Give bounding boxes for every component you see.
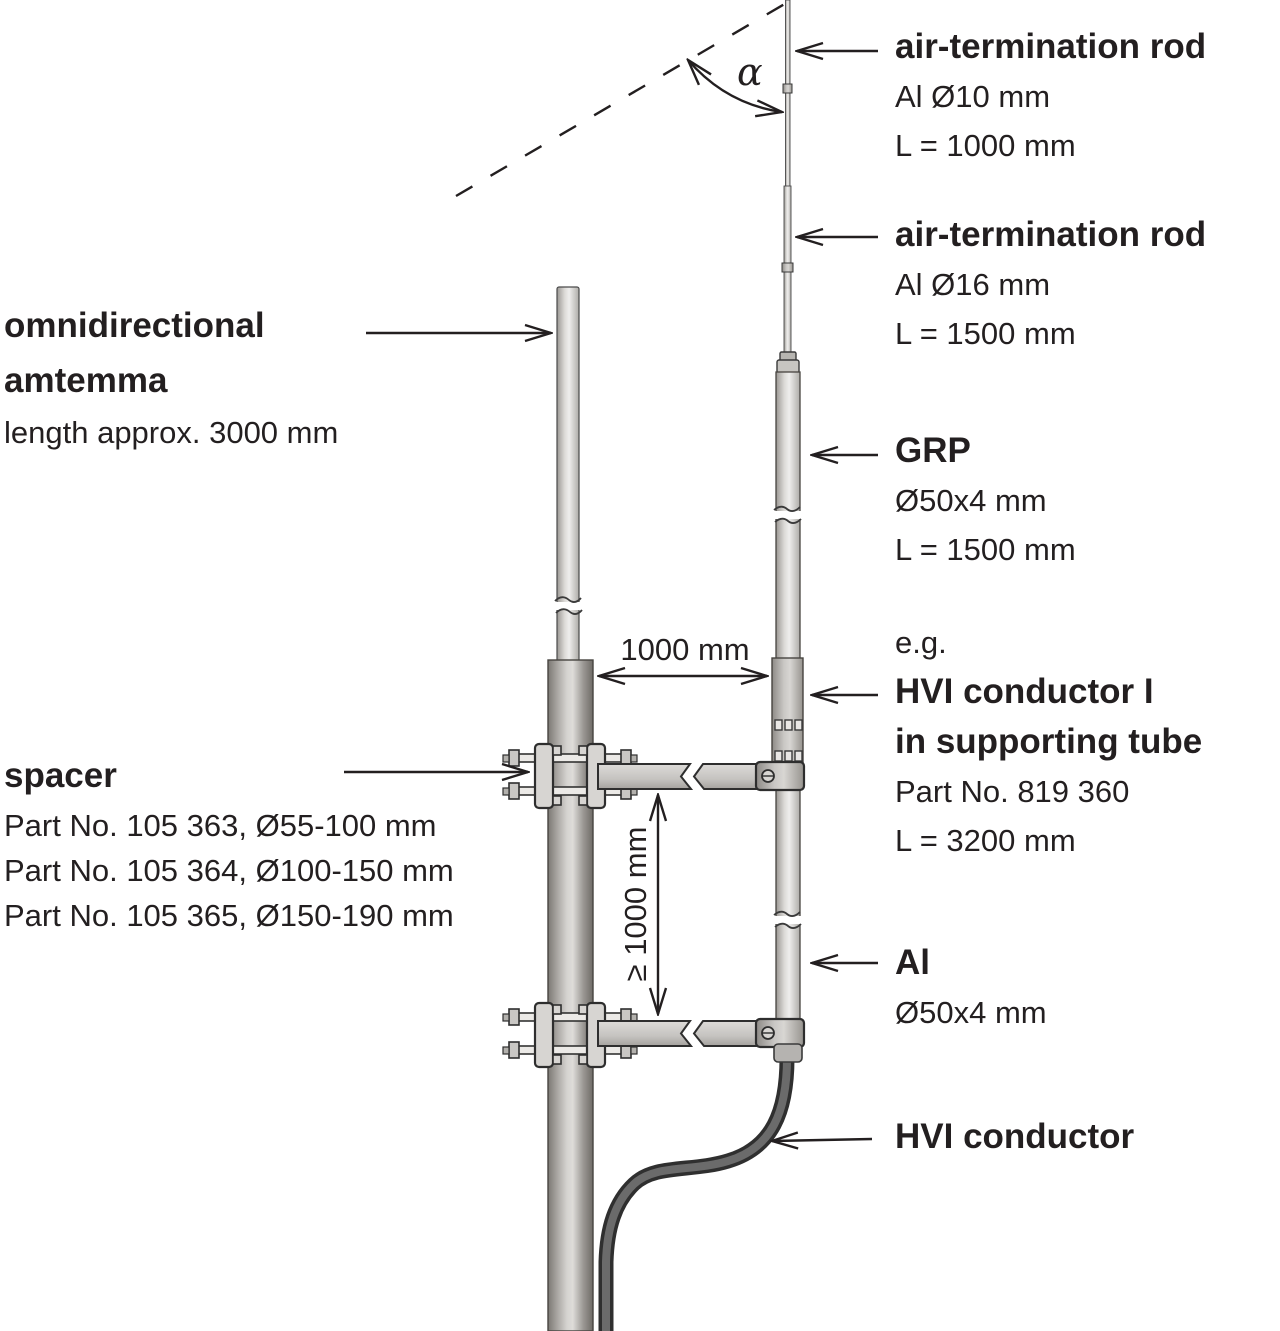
spacer-part2: Part No. 105 364, Ø100-150 mm <box>4 853 454 888</box>
label-block-al <box>895 938 1047 1037</box>
grp-title: GRP <box>895 431 971 470</box>
hvi-tube-title1: HVI conductor I <box>895 672 1154 711</box>
label-block-hvi-tube <box>895 618 1202 865</box>
hvi-tube-spec1: Part No. 819 360 <box>895 774 1130 809</box>
antenna-title1: omnidirectional <box>4 306 265 345</box>
spacer-title: spacer <box>4 756 117 795</box>
hvi-tube-title2: in supporting tube <box>895 722 1203 761</box>
al-spec1: Ø50x4 mm <box>895 995 1047 1030</box>
label-block-antenna <box>4 298 338 457</box>
leader-hvi-conductor <box>772 1139 872 1141</box>
hvi-conductor-cable <box>606 1058 787 1331</box>
support-tube-assembly <box>772 0 803 1050</box>
rod2-title: air-termination rod <box>895 215 1207 254</box>
label-block-rod1 <box>895 22 1206 170</box>
air-termination-rod-10mm <box>786 0 791 188</box>
alpha-angle-label: α <box>737 50 763 94</box>
al-tube <box>776 770 800 1050</box>
rod1-spec1: Al Ø10 mm <box>895 79 1051 114</box>
rod-adapter-cap <box>777 352 799 373</box>
grp-spec2: L = 1500 mm <box>895 532 1076 567</box>
spacer-part1: Part No. 105 363, Ø55-100 mm <box>4 808 437 843</box>
grp-spec1: Ø50x4 mm <box>895 483 1047 518</box>
label-block-hvi-conductor <box>895 1112 1134 1162</box>
tube-bottom-cap <box>774 1044 802 1062</box>
antenna-title2: amtemma <box>4 361 168 400</box>
spacer-arm-lower <box>598 1019 804 1047</box>
hvi-tube-spec2: L = 3200 mm <box>895 823 1076 858</box>
label-block-rod2 <box>895 210 1206 358</box>
rod1-title: air-termination rod <box>895 27 1207 66</box>
antenna-mast-assembly <box>548 287 593 1331</box>
rod-coupling-lower <box>782 263 793 272</box>
antenna-detail: length approx. 3000 mm <box>4 415 339 450</box>
al-title: Al <box>895 943 930 982</box>
dimension-horizontal-label: 1000 mm <box>620 632 750 667</box>
rod2-spec1: Al Ø16 mm <box>895 267 1051 302</box>
rod1-spec2: L = 1000 mm <box>895 128 1076 163</box>
rod2-spec2: L = 1500 mm <box>895 316 1076 351</box>
spacer-part3: Part No. 105 365, Ø150-190 mm <box>4 898 454 933</box>
label-block-grp <box>895 426 1076 574</box>
rod-coupling-upper <box>783 84 792 93</box>
alpha-angle-arc <box>688 60 782 112</box>
label-block-spacer <box>4 748 454 938</box>
hvi-conductor-title: HVI conductor <box>895 1117 1135 1156</box>
hvi-tube-prefix: e.g. <box>895 625 947 660</box>
dimension-vertical-label: ≥ 1000 mm <box>618 826 653 982</box>
